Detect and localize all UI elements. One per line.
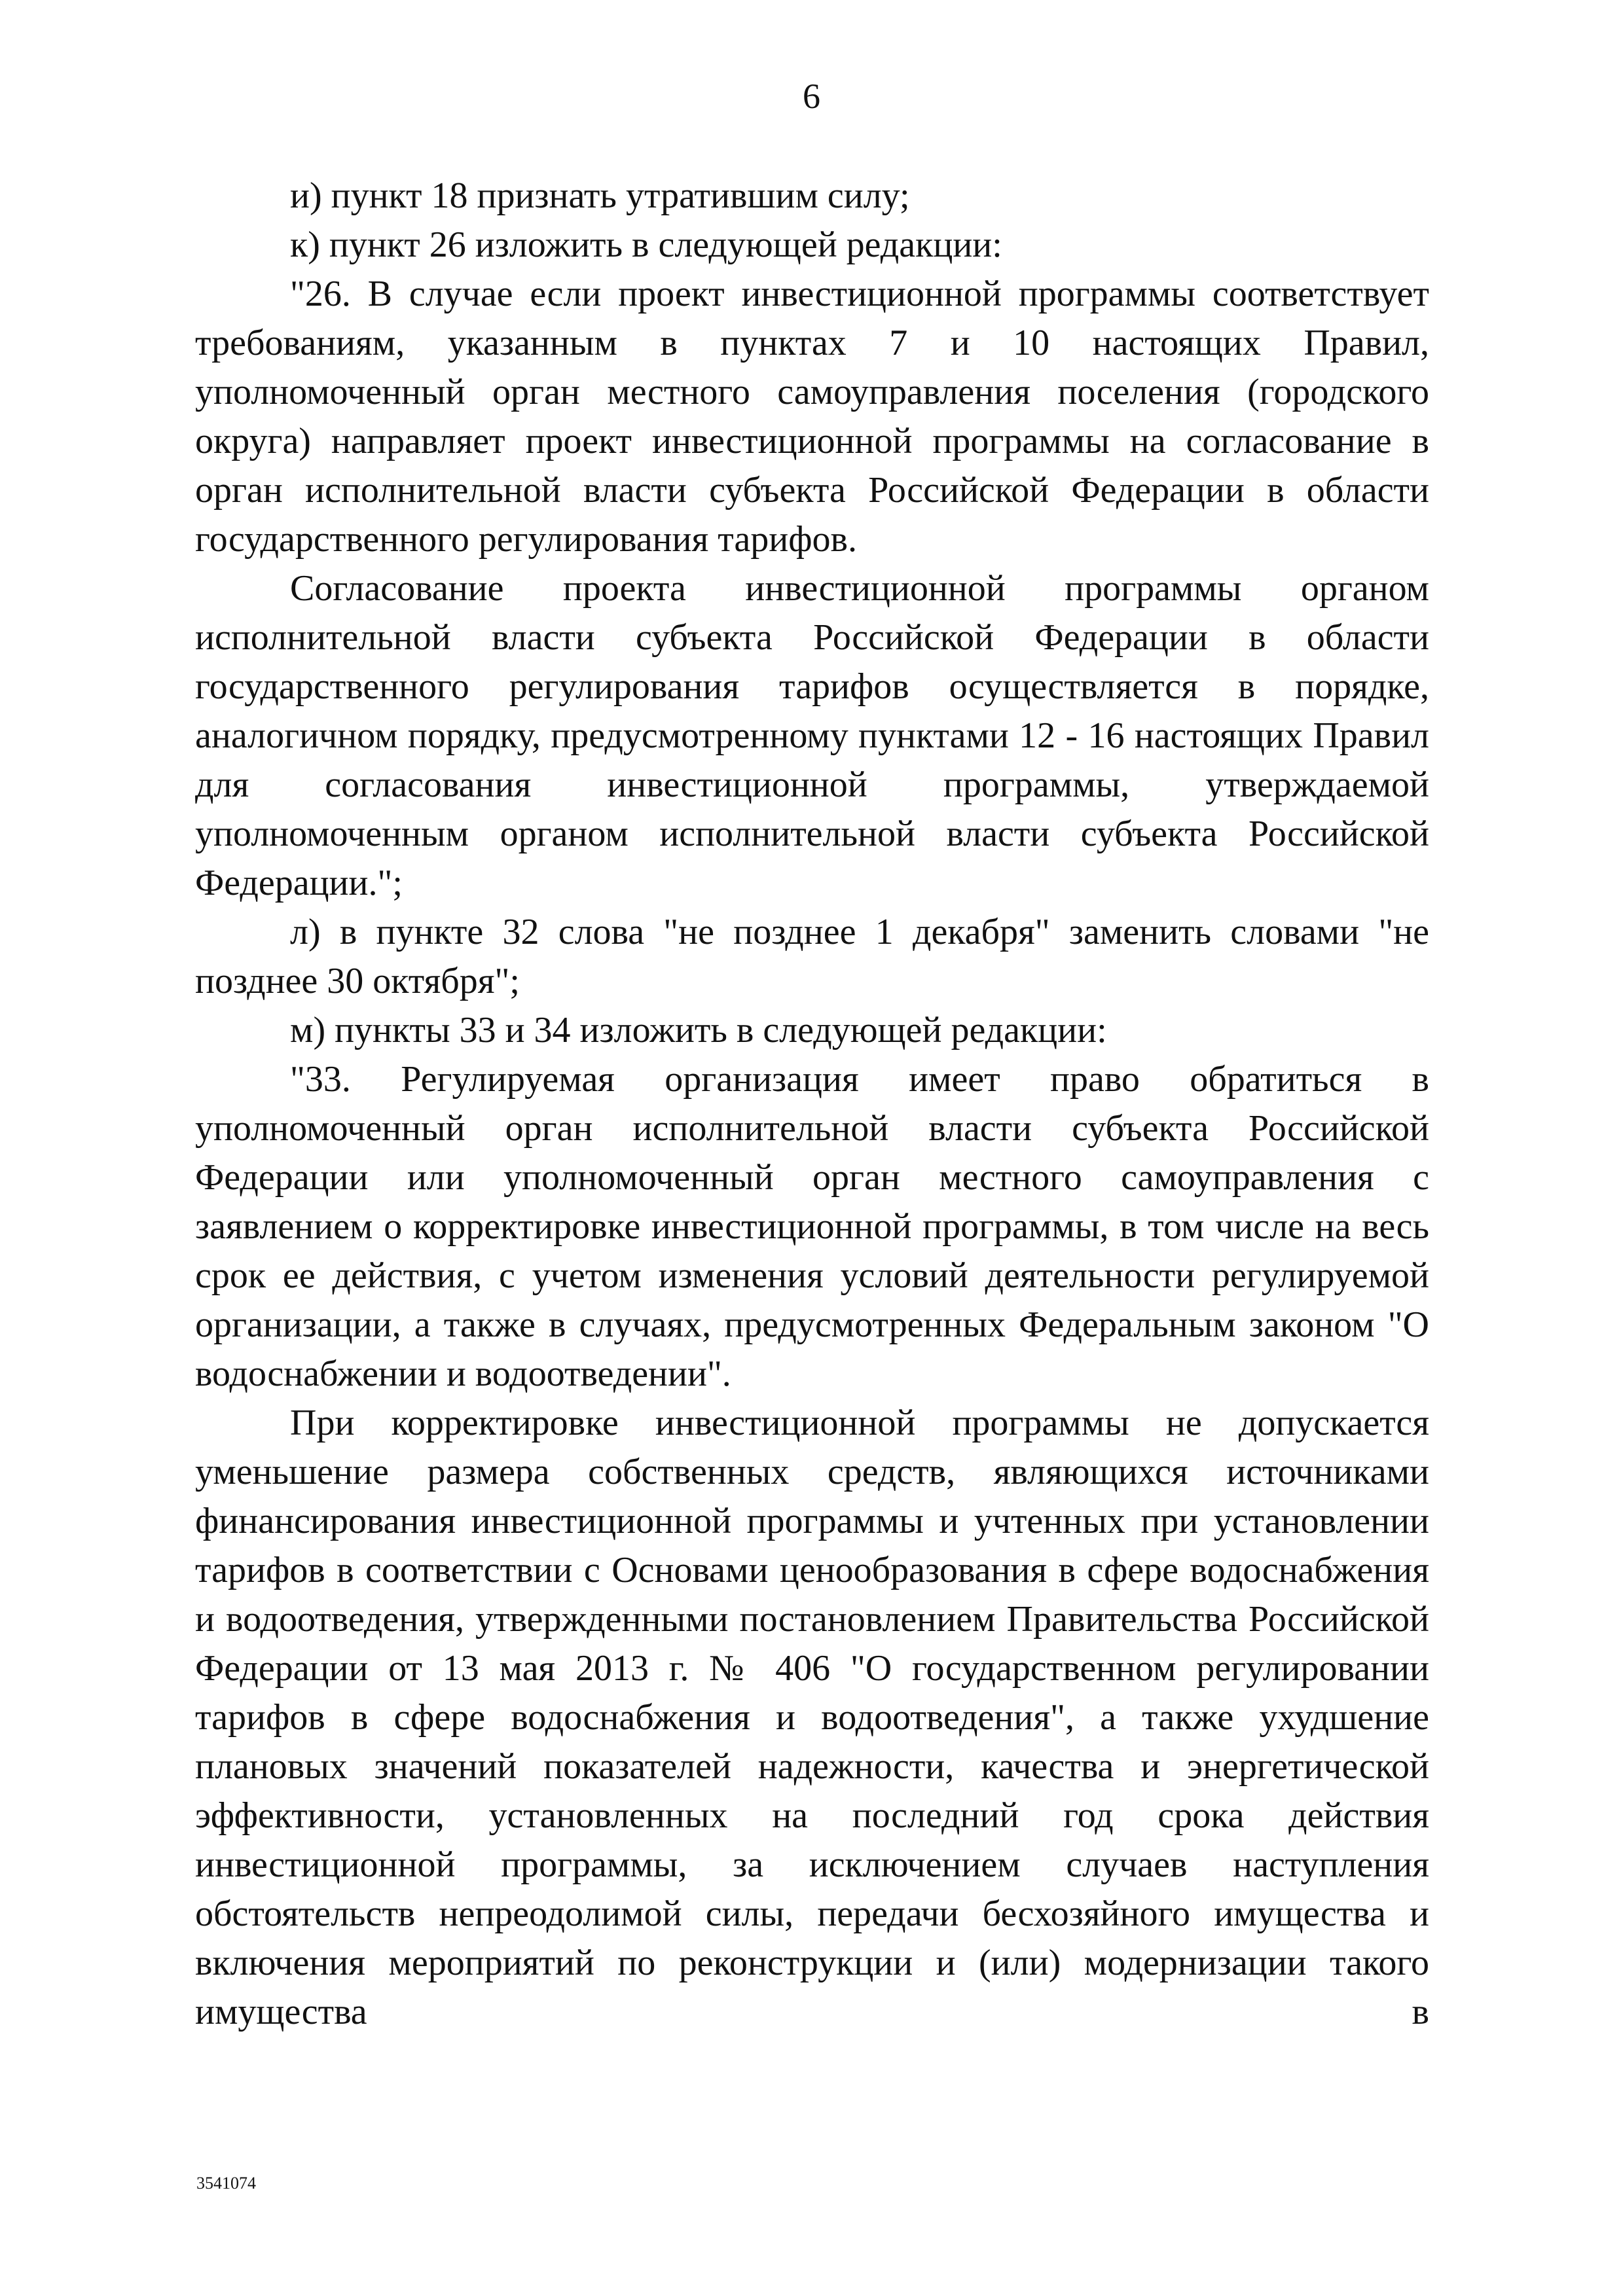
document-code: 3541074 [196, 2174, 256, 2193]
paragraph-item-k: к) пункт 26 изложить в следующей редакции: [290, 224, 1002, 265]
paragraph-point-33: "33. Регулируемая организация имеет право обратиться в уполномоченный орган исполнительной власти субъекта Российской Федерации или уполномоченный орган местного самоуправления с заявлением о корректировке инвестиционной программы, в том числе на весь срок ее действия, с учетом изменения условий деятельности регулируемой организации, а также в случаях, предусмотренных Федеральным законом "О водоснабжении и водоотведении". [195, 1059, 1429, 1394]
paragraph-point-26: "26. В случае если проект инвестиционной программы соответствует требованиям, указанным в пунктах 7 и 10 настоящих Правил, уполномоченный орган местного самоуправления поселения (городского округа) направляет проект инвестиционной программы на согласование в орган исполнительной власти субъекта Российской Федерации в области государственного регулирования тарифов. [195, 274, 1429, 560]
paragraph-item-i: и) пункт 18 признать утратившим силу; [290, 175, 910, 216]
paragraph-adjustment: При корректировке инвестиционной программы не допускается уменьшение размера собственных средств, являющихся источниками финансирования инвестиционной программы и учтенных при установлении тарифов в соответствии с Основами ценообразования в сфере водоснабжения и водоотведения, утвержденными постановлением Правительства Российской Федерации от 13 мая 2013 г. № 406 "О государственном регулировании тарифов в сфере водоснабжения и водоотведения", а также ухудшение плановых значений показателей надежности, качества и энергетической эффективности, установленных на последний год срока действия инвестиционной программы, за исключением случаев наступления обстоятельств непреодолимой силы, передачи бесхозяйного имущества и включения мероприятий по реконструкции и (или) модернизации такого имущества в [195, 1403, 1429, 2032]
paragraph-approval: Согласование проекта инвестиционной программы органом исполнительной власти субъекта Российской Федерации в области государственного регулирования тарифов осуществляется в порядке, аналогичном порядку, предусмотренному пунктами 12 - 16 настоящих Правил для согласования инвестиционной программы, утверждаемой уполномоченным органом исполнительной власти субъекта Российской Федерации."; [195, 568, 1429, 903]
paragraph-item-l: л) в пункте 32 слова "не позднее 1 декабря" заменить словами "не позднее 30 октября"; [195, 912, 1429, 1001]
page-number: 6 [803, 77, 820, 116]
document-body [195, 171, 1429, 2037]
paragraph-item-m: м) пункты 33 и 34 изложить в следующей редакции: [290, 1010, 1107, 1050]
